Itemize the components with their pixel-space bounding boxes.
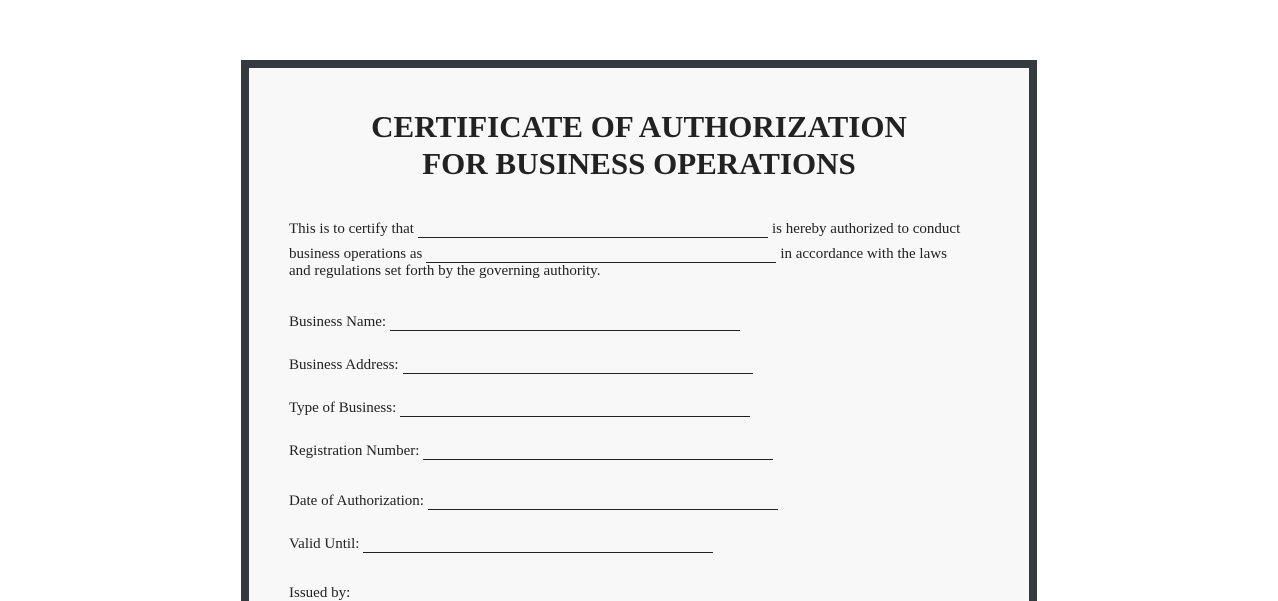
valid-until-row [289, 534, 717, 553]
certificate-title-line1: CERTIFICATE OF AUTHORIZATION [371, 109, 907, 144]
intro-text-2: is hereby authorized to conduct [771, 221, 961, 237]
valid-until-blank[interactable] [363, 534, 713, 553]
business-address-label: Business Address: [289, 357, 399, 373]
date-of-authorization-blank[interactable] [428, 491, 778, 510]
registration-number-row [289, 441, 777, 460]
certificate-border [241, 60, 1037, 601]
intro-text-3: business operations as [289, 246, 423, 262]
registration-number-label: Registration Number: [289, 443, 420, 459]
date-of-authorization-row [289, 491, 782, 510]
valid-until-label: Valid Until: [289, 536, 360, 552]
intro-line-3: and regulations set forth by the governing authority. [289, 263, 601, 279]
business-name-blank[interactable] [390, 312, 740, 331]
intro-text-4: in accordance with the laws [780, 246, 947, 262]
business-name-label: Business Name: [289, 314, 387, 330]
type-of-business-row [289, 398, 754, 417]
business-address-blank[interactable] [403, 355, 753, 374]
certificate-title-line2: FOR BUSINESS OPERATIONS [422, 146, 856, 181]
intro-line-1 [289, 219, 960, 238]
certificate-paper [249, 68, 1029, 601]
certified-party-blank[interactable] [418, 219, 768, 238]
type-of-business-blank[interactable] [400, 398, 750, 417]
date-of-authorization-label: Date of Authorization: [289, 493, 424, 509]
intro-line-2 [289, 244, 947, 263]
type-of-business-label: Type of Business: [289, 400, 397, 416]
operating-as-blank[interactable] [426, 244, 776, 263]
registration-number-blank[interactable] [423, 441, 773, 460]
business-name-row [289, 312, 744, 331]
issued-by-label: Issued by: [289, 585, 351, 601]
intro-text-1: This is to certify that [289, 221, 414, 237]
business-address-row [289, 355, 757, 374]
